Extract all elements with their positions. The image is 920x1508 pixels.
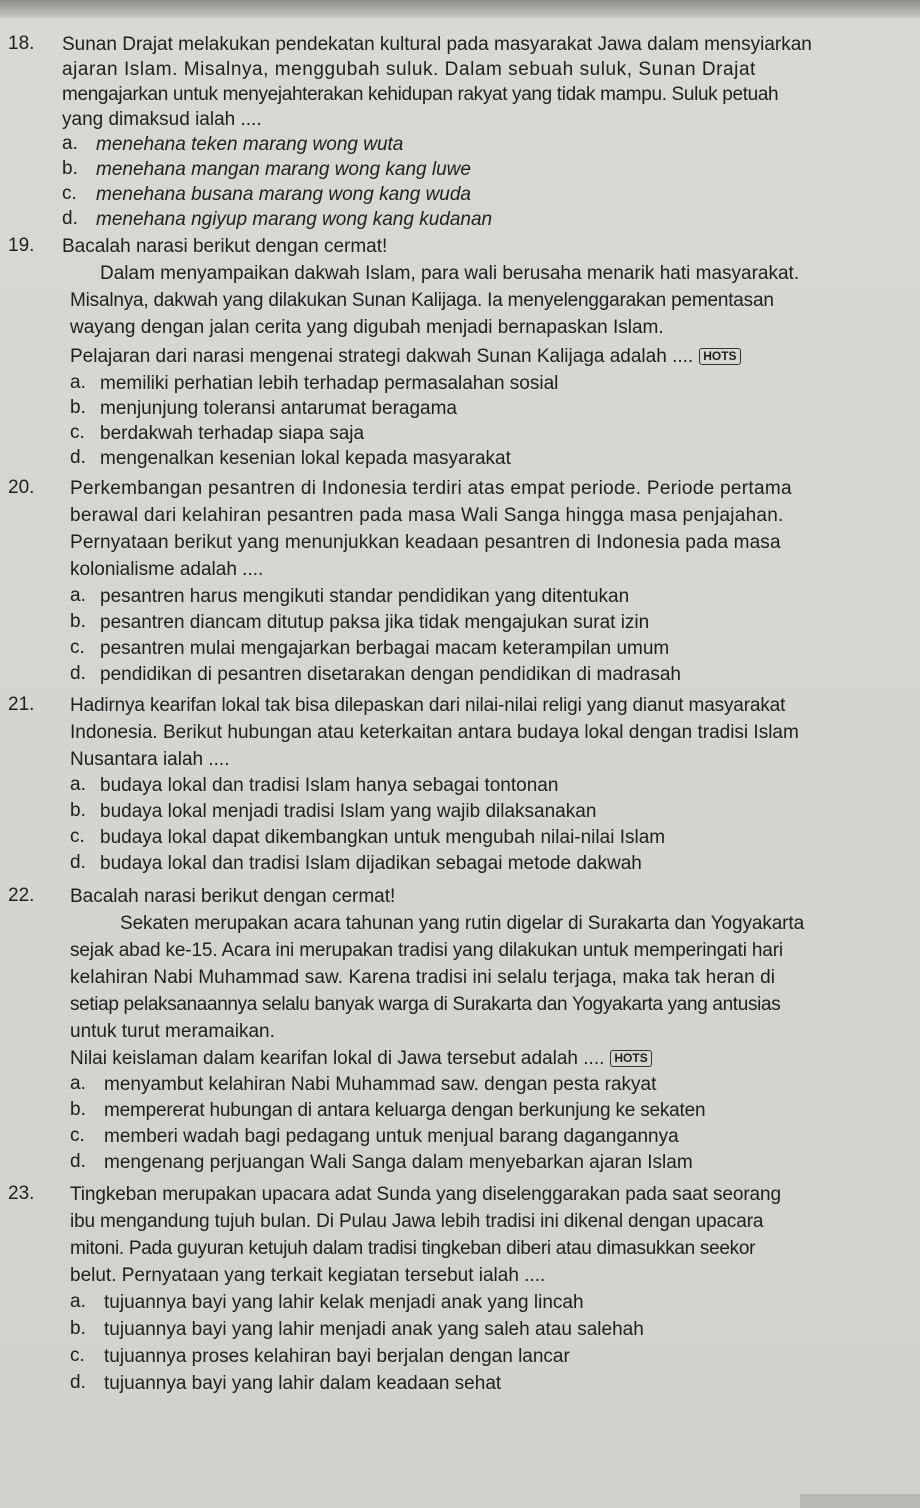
q22-option-c-letter: c. <box>70 1125 85 1146</box>
q21-option-c-letter: c. <box>70 826 85 847</box>
q22-line-2: sejak abad ke-15. Acara ini merupakan tradisi yang dilakukan untuk memperingati hari <box>70 940 783 961</box>
q21-option-a[interactable]: budaya lokal dan tradisi Islam hanya sebagai tontonan <box>100 775 559 796</box>
question-21-number: 21. <box>8 694 35 715</box>
q21-line-1: Hadirnya kearifan lokal tak bisa dilepaskan dari nilai-nilai religi yang dianut masyarakat <box>70 695 786 716</box>
q22-option-a[interactable]: menyambut kelahiran Nabi Muhammad saw. dengan pesta rakyat <box>104 1074 657 1095</box>
q18-option-b-letter: b. <box>62 158 78 179</box>
q23-option-c[interactable]: tujuannya proses kelahiran bayi berjalan dengan lancar <box>104 1346 570 1367</box>
q20-line-3: Pernyataan berikut yang menunjukkan keadaan pesantren di Indonesia pada masa <box>70 532 781 553</box>
q22-line-5: untuk turut meramaikan. <box>70 1021 275 1042</box>
q22-intro: Bacalah narasi berikut dengan cermat! <box>70 886 396 907</box>
q22-option-c[interactable]: memberi wadah bagi pedagang untuk menjual barang dagangannya <box>104 1126 679 1147</box>
q23-option-a[interactable]: tujuannya bayi yang lahir kelak menjadi anak yang lincah <box>104 1292 584 1313</box>
q19-option-c-letter: c. <box>70 422 85 443</box>
q18-option-a-letter: a. <box>62 133 78 154</box>
q18-line-3: mengajarkan untuk menyejahterakan kehidupan rakyat yang tidak mampu. Suluk petuah <box>62 84 779 105</box>
q22-question-text: Nilai keislaman dalam kearifan lokal di Jawa tersebut adalah .... <box>70 1048 605 1069</box>
q19-question <box>70 345 741 369</box>
q21-option-a-letter: a. <box>70 774 86 795</box>
q22-option-d[interactable]: mengenang perjuangan Wali Sanga dalam menyebarkan ajaran Islam <box>104 1152 693 1173</box>
q23-option-c-letter: c. <box>70 1345 85 1366</box>
q20-line-1: Perkembangan pesantren di Indonesia terdiri atas empat periode. Periode pertama <box>70 478 792 499</box>
question-20-number: 20. <box>8 477 35 498</box>
q21-line-2: Indonesia. Berikut hubungan atau keterkaitan antara budaya lokal dengan tradisi Islam <box>70 722 799 743</box>
q18-option-b[interactable]: menehana mangan marang wong kang luwe <box>96 159 471 180</box>
q23-option-b-letter: b. <box>70 1318 86 1339</box>
q18-line-4: yang dimaksud ialah .... <box>62 109 262 130</box>
question-23-number: 23. <box>8 1183 35 1204</box>
q18-option-a[interactable]: menehana teken marang wong wuta <box>96 134 404 155</box>
q20-option-c-letter: c. <box>70 637 85 658</box>
q20-option-a-letter: a. <box>70 585 86 606</box>
q22-line-1: Sekaten merupakan acara tahunan yang rutin digelar di Surakarta dan Yogyakarta <box>120 913 805 934</box>
question-22-number: 22. <box>8 885 35 906</box>
q18-option-c-letter: c. <box>62 183 77 204</box>
question-18-number: 18. <box>8 33 35 54</box>
q23-line-4: belut. Pernyataan yang terkait kegiatan tersebut ialah .... <box>70 1265 546 1286</box>
q20-option-b[interactable]: pesantren diancam ditutup paksa jika tidak mengajukan surat izin <box>100 612 650 633</box>
q20-line-4: kolonialisme adalah .... <box>70 559 264 580</box>
q20-option-d[interactable]: pendidikan di pesantren disetarakan dengan pendidikan di madrasah <box>100 664 681 685</box>
q19-intro: Bacalah narasi berikut dengan cermat! <box>62 236 388 257</box>
q20-line-2: berawal dari kelahiran pesantren pada masa Wali Sanga hingga masa penjajahan. <box>70 505 784 526</box>
q20-option-d-letter: d. <box>70 663 86 684</box>
q18-line-2: ajaran Islam. Misalnya, menggubah suluk. Dalam sebuah suluk, Sunan Drajat <box>62 59 756 80</box>
q22-question <box>70 1047 652 1071</box>
q22-line-4: setiap pelaksanaannya selalu banyak warga di Surakarta dan Yogyakarta yang antusias <box>70 994 781 1015</box>
q18-option-d[interactable]: menehana ngiyup marang wong kang kudanan <box>96 209 493 230</box>
q22-option-d-letter: d. <box>70 1151 86 1172</box>
q23-option-b[interactable]: tujuannya bayi yang lahir menjadi anak yang saleh atau salehah <box>104 1319 644 1340</box>
q23-line-1: Tingkeban merupakan upacara adat Sunda yang diselenggarakan pada saat seorang <box>70 1184 781 1205</box>
q22-line-3: kelahiran Nabi Muhammad saw. Karena tradisi ini selalu terjaga, maka tak heran di <box>70 967 776 988</box>
q18-option-d-letter: d. <box>62 208 78 229</box>
q21-option-b[interactable]: budaya lokal menjadi tradisi Islam yang wajib dilaksanakan <box>100 801 597 822</box>
q18-line-1: Sunan Drajat melakukan pendekatan kultural pada masyarakat Jawa dalam mensyiarkan <box>62 34 812 55</box>
q23-option-d-letter: d. <box>70 1372 86 1393</box>
q19-option-b[interactable]: menjunjung toleransi antarumat beragama <box>100 398 457 419</box>
q19-option-a-letter: a. <box>70 372 86 393</box>
hots-badge: HOTS <box>699 348 740 365</box>
q21-option-d[interactable]: budaya lokal dan tradisi Islam dijadikan sebagai metode dakwah <box>100 853 642 874</box>
q21-option-b-letter: b. <box>70 800 86 821</box>
q23-option-d[interactable]: tujuannya bayi yang lahir dalam keadaan sehat <box>104 1373 502 1394</box>
q21-option-c[interactable]: budaya lokal dapat dikembangkan untuk mengubah nilai-nilai Islam <box>100 827 666 848</box>
q20-option-b-letter: b. <box>70 611 86 632</box>
q19-option-d[interactable]: mengenalkan kesenian lokal kepada masyarakat <box>100 448 511 469</box>
q19-line-2: Misalnya, dakwah yang dilakukan Sunan Kalijaga. Ia menyelenggarakan pementasan <box>70 290 774 311</box>
q21-option-d-letter: d. <box>70 852 86 873</box>
q19-option-d-letter: d. <box>70 447 86 468</box>
q19-option-b-letter: b. <box>70 397 86 418</box>
q18-option-c[interactable]: menehana busana marang wong kang wuda <box>96 184 471 205</box>
q19-option-a[interactable]: memiliki perhatian lebih terhadap permasalahan sosial <box>100 373 559 394</box>
q22-option-a-letter: a. <box>70 1073 86 1094</box>
q22-option-b-letter: b. <box>70 1099 86 1120</box>
q19-line-1: Dalam menyampaikan dakwah Islam, para wali berusaha menarik hati masyarakat. <box>100 263 800 284</box>
q23-line-2: ibu mengandung tujuh bulan. Di Pulau Jawa lebih tradisi ini dikenal dengan upacara <box>70 1211 764 1232</box>
q20-option-c[interactable]: pesantren mulai mengajarkan berbagai macam keterampilan umum <box>100 638 670 659</box>
q19-question-text: Pelajaran dari narasi mengenai strategi dakwah Sunan Kalijaga adalah .... <box>70 346 694 367</box>
q23-line-3: mitoni. Pada guyuran ketujuh dalam tradisi tingkeban diberi atau dimasukkan seekor <box>70 1238 756 1259</box>
q23-option-a-letter: a. <box>70 1291 86 1312</box>
page-corner-shadow <box>800 1494 920 1508</box>
hots-badge: HOTS <box>610 1050 651 1067</box>
question-19-number: 19. <box>8 235 35 256</box>
q20-option-a[interactable]: pesantren harus mengikuti standar pendidikan yang ditentukan <box>100 586 630 607</box>
q21-line-3: Nusantara ialah .... <box>70 749 230 770</box>
page-top-edge <box>0 0 920 18</box>
q22-option-b[interactable]: mempererat hubungan di antara keluarga dengan berkunjung ke sekaten <box>104 1100 706 1121</box>
q19-option-c[interactable]: berdakwah terhadap siapa saja <box>100 423 365 444</box>
q19-line-3: wayang dengan jalan cerita yang digubah menjadi bernapaskan Islam. <box>70 317 664 338</box>
